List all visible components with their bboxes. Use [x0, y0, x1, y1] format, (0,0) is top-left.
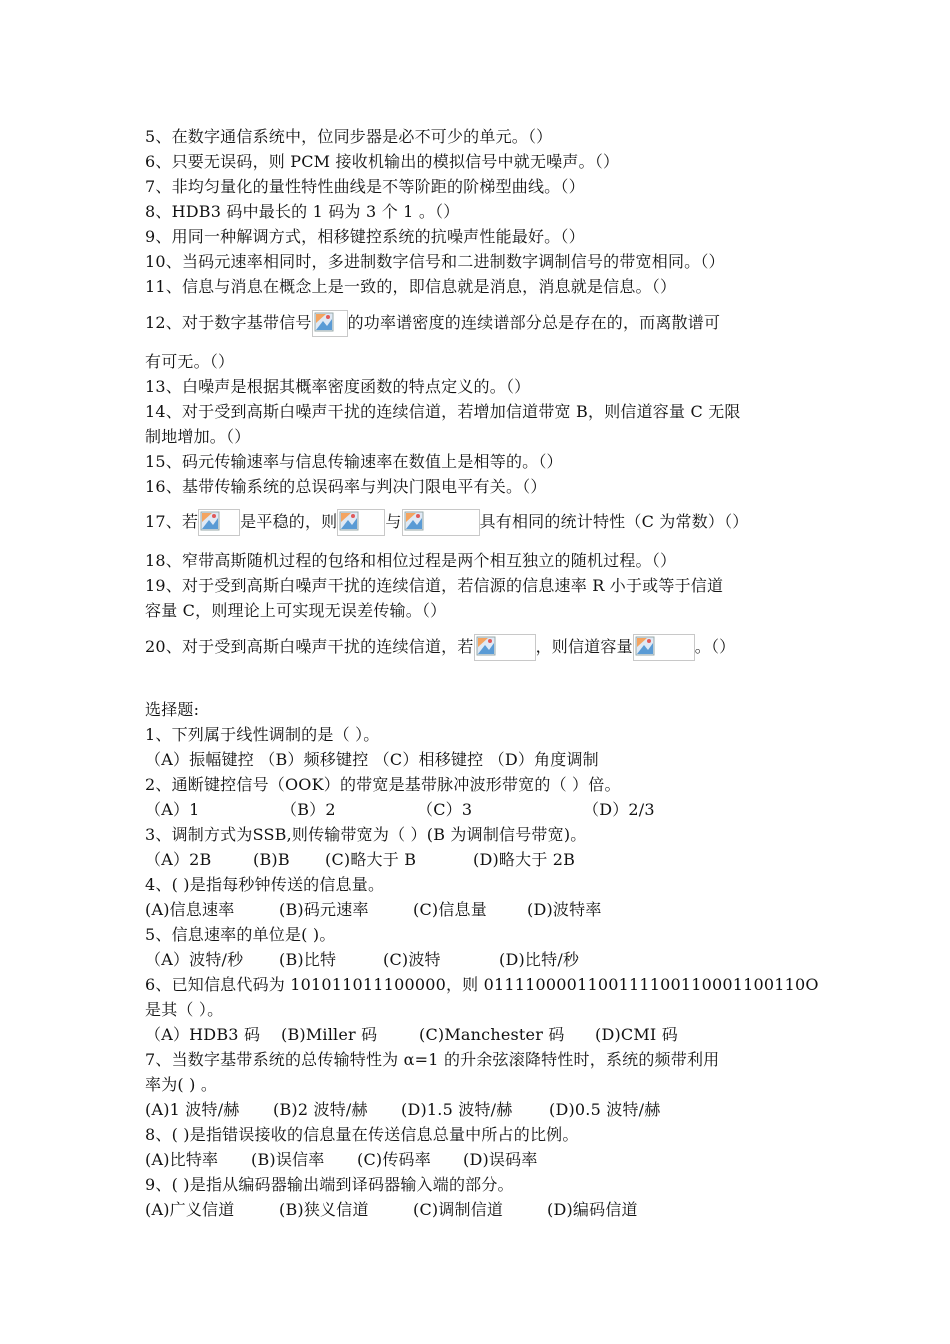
broken-image-icon: [402, 509, 480, 536]
option-a: （A）1: [145, 800, 200, 819]
option-c: (D)1.5 波特/赫: [401, 1100, 513, 1119]
choice-q4: 4、( )是指每秒钟传送的信息量。: [145, 875, 385, 894]
option-c: (C)信息量: [413, 900, 487, 919]
choice-q7-options: [145, 1100, 660, 1120]
option-b: (B)误信率: [251, 1150, 325, 1169]
judgment-q13: 13、白噪声是根据其概率密度函数的特点定义的。（）: [145, 377, 531, 396]
option-d: (D)CMI 码: [595, 1025, 678, 1044]
option-a: (A)广义信道: [145, 1200, 235, 1219]
choice-q6: 6、已知信息代码为 101011011100000，则 0111100001100111100110001100110O: [145, 975, 819, 994]
choice-q8-options: [145, 1150, 538, 1170]
option-d: (D)编码信道: [547, 1200, 638, 1219]
choice-q7-cont: 率为( ) 。: [145, 1075, 218, 1094]
option-c: (C)传码率: [357, 1150, 431, 1169]
judgment-q20: [145, 634, 735, 661]
judgment-q6: 6、只要无误码，则 PCM 接收机输出的模拟信号中就无噪声。（）: [145, 152, 620, 171]
option-c: (C)波特: [383, 950, 441, 969]
option-b: (B)Miller 码: [281, 1025, 378, 1044]
q17-text-d: 具有相同的统计特性（C 为常数）（）: [479, 512, 749, 531]
option-c: (C)略大于 B: [325, 850, 417, 869]
choice-q3: 3、调制方式为SSB,则传输带宽为（ ）(B 为调制信号带宽)。: [145, 825, 587, 844]
broken-image-icon: [337, 509, 385, 536]
choice-q9-options: [145, 1200, 638, 1220]
choice-q1: 1、下列属于线性调制的是（ ）。: [145, 725, 380, 744]
option-b: (B)狭义信道: [279, 1200, 369, 1219]
option-a: (A)信息速率: [145, 900, 235, 919]
judgment-q5: 5、在数字通信系统中，位同步器是必不可少的单元。（）: [145, 127, 553, 146]
option-d: （D）2/3: [583, 800, 655, 819]
option-d: (D)略大于 2B: [473, 850, 576, 869]
q17-text-c: 与: [385, 512, 402, 531]
broken-image-icon: [633, 634, 695, 661]
option-c: (C)调制信道: [413, 1200, 504, 1219]
choice-q3-options: [145, 850, 575, 870]
q17-text-b: 是平稳的，则: [240, 512, 338, 531]
option-d: (D)比特/秒: [499, 950, 580, 969]
judgment-q11: 11、信息与消息在概念上是一致的，即信息就是消息，消息就是信息。（）: [145, 277, 677, 296]
choice-q6-cont: 是其（ ）。: [145, 1000, 224, 1019]
q12-text-b: 的功率谱密度的连续谱部分总是存在的，而离散谱可: [347, 313, 721, 332]
choice-q1-options: （A）振幅键控 （B）频移键控 （C）相移键控 （D）角度调制: [145, 750, 599, 769]
judgment-q12: [145, 310, 720, 337]
q20-text-c: 。（）: [694, 637, 736, 656]
option-b: (B)B: [253, 850, 290, 869]
choice-heading: 选择题:: [145, 700, 200, 719]
option-a: （A）2B: [145, 850, 212, 869]
option-b: (B)2 波特/赫: [273, 1100, 368, 1119]
broken-image-icon: [474, 634, 536, 661]
choice-q5-options: [145, 950, 579, 970]
q20-text-a: 20、对于受到高斯白噪声干扰的连续信道，若: [145, 637, 474, 656]
choice-q6-options: [145, 1025, 678, 1045]
judgment-q19-cont: 容量 C，则理论上可实现无误差传输。（）: [145, 601, 447, 620]
choice-q5: 5、信息速率的单位是( )。: [145, 925, 336, 944]
option-b: (B)码元速率: [279, 900, 369, 919]
judgment-q9: 9、用同一种解调方式，相移键控系统的抗噪声性能最好。（）: [145, 227, 585, 246]
option-c: （C）3: [417, 800, 473, 819]
option-a: (A)比特率: [145, 1150, 219, 1169]
option-d: (D)波特率: [527, 900, 602, 919]
option-a: （A）波特/秒: [145, 950, 244, 969]
judgment-q10: 10、当码元速率相同时，多进制数字信号和二进制数字调制信号的带宽相同。（）: [145, 252, 725, 271]
broken-image-icon: [198, 509, 240, 536]
choice-q2-options: [145, 800, 655, 820]
broken-image-icon: [312, 310, 348, 337]
judgment-q14: 14、对于受到高斯白噪声干扰的连续信道，若增加信道带宽 B，则信道容量 C 无限: [145, 402, 741, 421]
option-b: (B)比特: [279, 950, 337, 969]
choice-q2: 2、通断键控信号（OOK）的带宽是基带脉冲波形带宽的（ ）倍。: [145, 775, 621, 794]
judgment-q19: 19、对于受到高斯白噪声干扰的连续信道，若信源的信息速率 R 小于或等于信道: [145, 576, 724, 595]
q17-text-a: 17、若: [145, 512, 199, 531]
judgment-q8: 8、HDB3 码中最长的 1 码为 3 个 1 。（）: [145, 202, 460, 221]
judgment-q7: 7、非均匀量化的量性特性曲线是不等阶距的阶梯型曲线。（）: [145, 177, 585, 196]
judgment-q16: 16、基带传输系统的总误码率与判决门限电平有关。（）: [145, 477, 547, 496]
option-d: (D)0.5 波特/赫: [549, 1100, 661, 1119]
q20-text-b: ，则信道容量: [535, 637, 633, 656]
option-c: (C)Manchester 码: [419, 1025, 565, 1044]
option-a: (A)1 波特/赫: [145, 1100, 240, 1119]
choice-q4-options: [145, 900, 602, 920]
option-d: (D)误码率: [463, 1150, 538, 1169]
judgment-q17: [145, 509, 749, 536]
option-b: （B）2: [281, 800, 336, 819]
q12-text-a: 12、对于数字基带信号: [145, 313, 312, 332]
judgment-q14-cont: 制地增加。（）: [145, 427, 251, 446]
choice-q7: 7、当数字基带系统的总传输特性为 α=1 的升余弦滚降特性时，系统的频带利用: [145, 1050, 720, 1069]
judgment-q18: 18、窄带高斯随机过程的包络和相位过程是两个相互独立的随机过程。（）: [145, 551, 677, 570]
option-a: （A）HDB3 码: [145, 1025, 261, 1044]
judgment-q15: 15、码元传输速率与信息传输速率在数值上是相等的。（）: [145, 452, 563, 471]
judgment-q12-cont: 有可无。（）: [145, 352, 235, 371]
choice-q8: 8、( )是指错误接收的信息量在传送信息总量中所占的比例。: [145, 1125, 579, 1144]
choice-q9: 9、( )是指从编码器输出端到译码器输入端的部分。: [145, 1175, 514, 1194]
